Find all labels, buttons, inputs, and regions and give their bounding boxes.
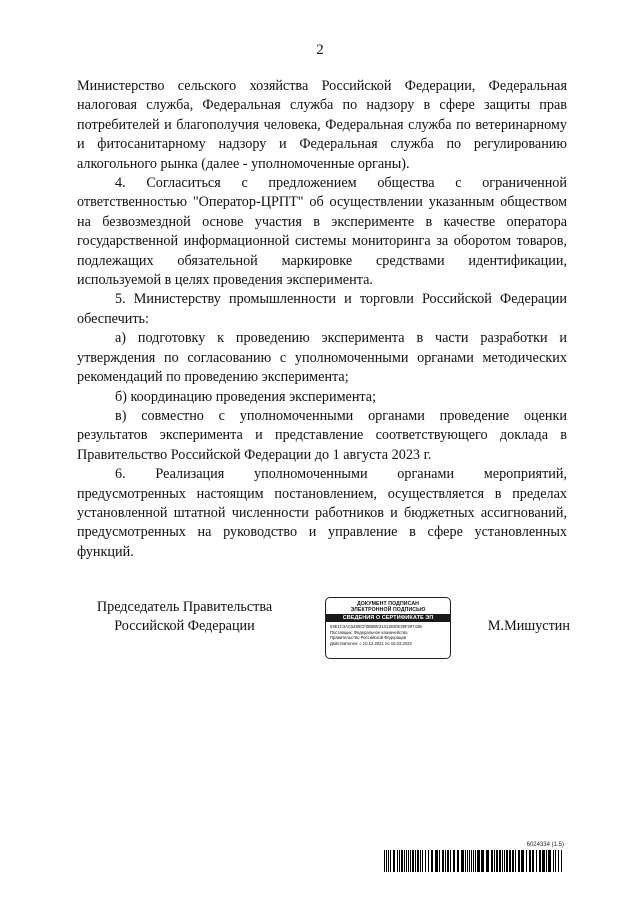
barcode-bar bbox=[494, 850, 495, 872]
barcode-bar bbox=[515, 850, 516, 872]
barcode-bar bbox=[469, 850, 470, 872]
paragraph: в) совместно с уполномоченными органами проведение оценки результатов эксперимента и представление соответствующего доклада в Правительство Российской Федерации до 1 августа 2023 г. bbox=[77, 407, 567, 463]
barcode-bar bbox=[467, 850, 468, 872]
barcode-bar bbox=[428, 850, 429, 872]
barcode-bar bbox=[532, 850, 534, 872]
stamp-owner: Правительство Российской Федерации bbox=[330, 635, 407, 641]
barcode-bar bbox=[481, 850, 484, 872]
stamp-line1: ДОКУМЕНТ ПОДПИСАН bbox=[356, 601, 420, 607]
barcode-bar bbox=[496, 850, 498, 872]
barcode-bar bbox=[477, 850, 480, 872]
barcode-bar bbox=[422, 850, 423, 872]
barcode-bar bbox=[412, 850, 414, 872]
paragraph: Министерство сельского хозяйства Российской Федерации, Федеральная налоговая служба, Федеральная служба по надзору в сфере защиты прав потребителей и благополучия человека, Федеральная служба по ветеринарному и фитосанитарному надзору и Федеральная служба по регулированию алкогольного рынка (далее - уполномоченные органы). bbox=[77, 78, 567, 172]
barcode-bar bbox=[529, 850, 531, 872]
barcode-bar bbox=[561, 850, 562, 872]
barcode-bar bbox=[386, 850, 387, 872]
barcode-bar bbox=[526, 850, 527, 872]
barcode-bar bbox=[512, 850, 514, 872]
barcode-bar bbox=[506, 850, 508, 872]
paragraph: а) подготовку к проведению эксперимента в части разработки и утверждения по согласованию с уполномоченными органами методических рекомендаций по проведению эксперимента; bbox=[77, 330, 567, 386]
barcode-bar bbox=[425, 850, 426, 872]
signatory-title-line2: Российской Федерации bbox=[114, 618, 255, 635]
signatory-name: М.Мишустин bbox=[487, 618, 570, 634]
barcode-bar bbox=[553, 850, 554, 872]
barcode-bar bbox=[420, 850, 421, 872]
barcode-bar bbox=[471, 850, 472, 872]
barcode-bar bbox=[397, 850, 398, 872]
barcode-bar bbox=[442, 850, 444, 872]
barcode-bar bbox=[558, 850, 559, 872]
document-body bbox=[77, 77, 567, 562]
barcode-bar bbox=[393, 850, 395, 872]
barcode-bar bbox=[447, 850, 449, 872]
stamp-validity: Действителен: с 10.12.2021 по 10.03.2023 bbox=[330, 640, 412, 646]
barcode-bar bbox=[499, 850, 501, 872]
barcode-bar bbox=[384, 850, 385, 872]
barcode-bar bbox=[410, 850, 411, 872]
electronic-signature-stamp bbox=[325, 597, 451, 659]
barcode-bar bbox=[555, 850, 556, 872]
paragraph: 4. Согласиться с предложением общества с ограниченной ответственностью "Оператор-ЦРПТ" об осуществлении указанным обществом на безвозмездной основе участия в эксперименте в качестве оператора государственной информационной системы мониторинга за оборотом товаров, подлежащих обязательной маркировке средствами идентификации, используемой в целях проведения эксперимента. bbox=[77, 175, 567, 289]
barcode-bar bbox=[536, 850, 537, 872]
barcode-bar bbox=[450, 850, 451, 872]
barcode-bar bbox=[546, 850, 547, 872]
barcode-bar bbox=[502, 850, 503, 872]
stamp-certificate-band: СВЕДЕНИЯ О СЕРТИФИКАТЕ ЭП bbox=[326, 614, 450, 622]
barcode-bar bbox=[539, 850, 541, 872]
paragraph: б) координацию проведения эксперимента; bbox=[115, 388, 377, 405]
barcode-bar bbox=[509, 850, 511, 872]
barcode-bar bbox=[431, 850, 433, 872]
barcode-bar bbox=[461, 850, 464, 872]
paragraph: 5. Министерству промышленности и торговли Российской Федерации обеспечить: bbox=[77, 291, 567, 327]
barcode-bar bbox=[491, 850, 493, 872]
barcode-bar bbox=[408, 850, 409, 872]
signatory-title-line1: Председатель Правительства bbox=[96, 599, 273, 615]
stamp-serial: 04E1C3AC5480CF0B6BE21313830E39F29742B bbox=[330, 624, 422, 630]
barcode-bar bbox=[473, 850, 474, 872]
barcode-bar bbox=[404, 850, 405, 872]
barcode-bar bbox=[439, 850, 440, 872]
barcode-bar bbox=[521, 850, 524, 872]
barcode-bar bbox=[445, 850, 446, 872]
barcode-bar bbox=[518, 850, 520, 872]
barcode-bar bbox=[453, 850, 455, 872]
barcode-bar bbox=[486, 850, 489, 872]
barcode-bar bbox=[542, 850, 545, 872]
stamp-line2: ЭЛЕКТРОННОЙ ПОДПИСЬЮ bbox=[350, 607, 426, 614]
barcode-bar bbox=[406, 850, 407, 872]
page-number: 2 bbox=[316, 42, 324, 58]
signatory-title bbox=[77, 598, 292, 637]
barcode-icon bbox=[384, 850, 564, 872]
barcode-bar bbox=[475, 850, 476, 872]
barcode-bar bbox=[388, 850, 389, 872]
paragraph: 6. Реализация уполномоченными органами мероприятий, предусмотренных настоящим постановлением, осуществляется в пределах установленной штатной численности работников и бюджетных ассигнований, предусмотренных на руководство и управление в сфере установленных функций. bbox=[77, 466, 567, 560]
stamp-issuer: Поставщик: Федеральное казначейство bbox=[330, 629, 408, 635]
barcode-bar bbox=[435, 850, 438, 872]
barcode-bar bbox=[401, 850, 403, 872]
document-barcode bbox=[384, 842, 564, 872]
barcode-label: 6024334 (1.5) bbox=[526, 842, 564, 848]
barcode-bar bbox=[504, 850, 505, 872]
barcode-bar bbox=[548, 850, 551, 872]
barcode-bar bbox=[457, 850, 459, 872]
barcode-bar bbox=[399, 850, 400, 872]
barcode-bar bbox=[417, 850, 419, 872]
barcode-bar bbox=[415, 850, 416, 872]
barcode-bar bbox=[390, 850, 391, 872]
barcode-bar bbox=[465, 850, 466, 872]
